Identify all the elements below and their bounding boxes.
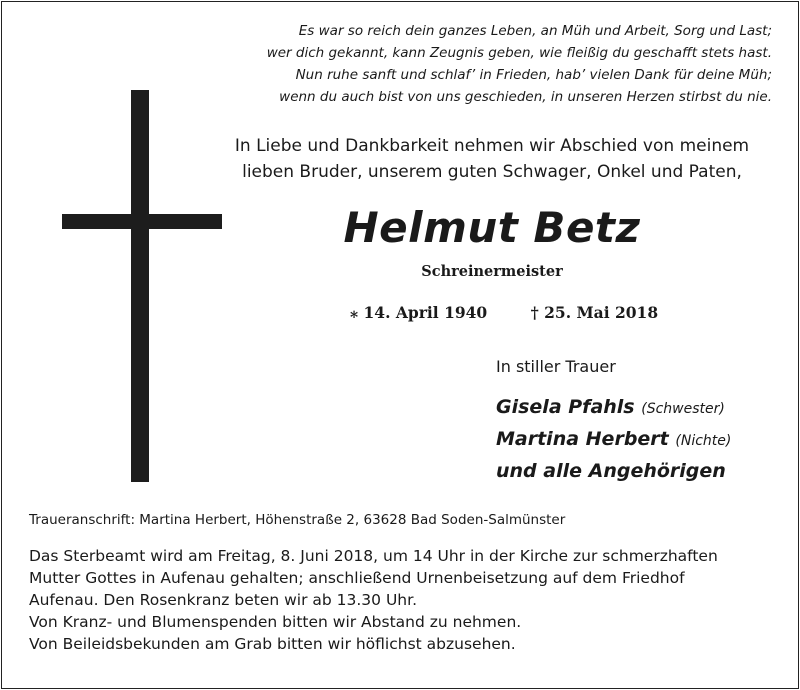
service-details <box>29 545 789 655</box>
mourner-entry <box>496 424 731 456</box>
mourner-name: Martina Herbert <box>496 428 669 450</box>
details-line: Von Beileidsbekunden am Grab bitten wir höflichst abzusehen. <box>29 635 516 653</box>
details-line: Von Kranz- und Blumenspenden bitten wir Abstand zu nehmen. <box>29 613 522 631</box>
details-line: Aufenau. Den Rosenkranz beten wir ab 13.30 Uhr. <box>29 591 417 609</box>
mourning-address: Traueranschrift: Martina Herbert, Höhenstraße 2, 63628 Bad Soden-Salmünster <box>29 512 566 528</box>
intro-line: lieben Bruder, unserem guten Schwager, Onkel und Paten, <box>242 162 742 182</box>
deceased-name: Helmut Betz <box>343 203 641 252</box>
cross-horizontal-beam <box>62 214 222 229</box>
poem-line: Es war so reich dein ganzes Leben, an Müh und Arbeit, Sorg und Last; <box>298 23 772 39</box>
intro-line: In Liebe und Dankbarkeit nehmen wir Abschied von meinem <box>234 136 750 156</box>
intro-text <box>232 133 752 185</box>
poem-line: wer dich gekannt, kann Zeugnis geben, wie fleißig du geschafft stets hast. <box>266 45 772 61</box>
mourner-name: und alle Angehörigen <box>496 460 726 482</box>
deceased-profession: Schreinermeister <box>421 263 563 280</box>
mourner-entry <box>496 392 731 424</box>
mourner-relation: (Schwester) <box>641 401 725 417</box>
poem-line: Nun ruhe sanft und schlaf’ in Frieden, hab’ vielen Dank für deine Müh; <box>295 67 772 83</box>
mourner-name: Gisela Pfahls <box>496 396 635 418</box>
cross-vertical-beam <box>131 90 149 482</box>
mourners-list <box>496 392 731 486</box>
life-dates <box>350 303 658 322</box>
birth-date: ⁎ 14. April 1940 <box>350 303 488 322</box>
mourning-heading: In stiller Trauer <box>496 357 616 376</box>
death-date: † 25. Mai 2018 <box>530 303 659 322</box>
details-line: Mutter Gottes in Aufenau gehalten; anschließend Urnenbeisetzung auf dem Friedhof <box>29 569 685 587</box>
mourner-entry <box>496 456 731 486</box>
poem <box>172 20 772 108</box>
details-line: Das Sterbeamt wird am Freitag, 8. Juni 2018, um 14 Uhr in der Kirche zur schmerzhaften <box>29 547 718 565</box>
mourner-relation: (Nichte) <box>675 433 732 449</box>
poem-line: wenn du auch bist von uns geschieden, in unseren Herzen stirbst du nie. <box>279 89 772 105</box>
